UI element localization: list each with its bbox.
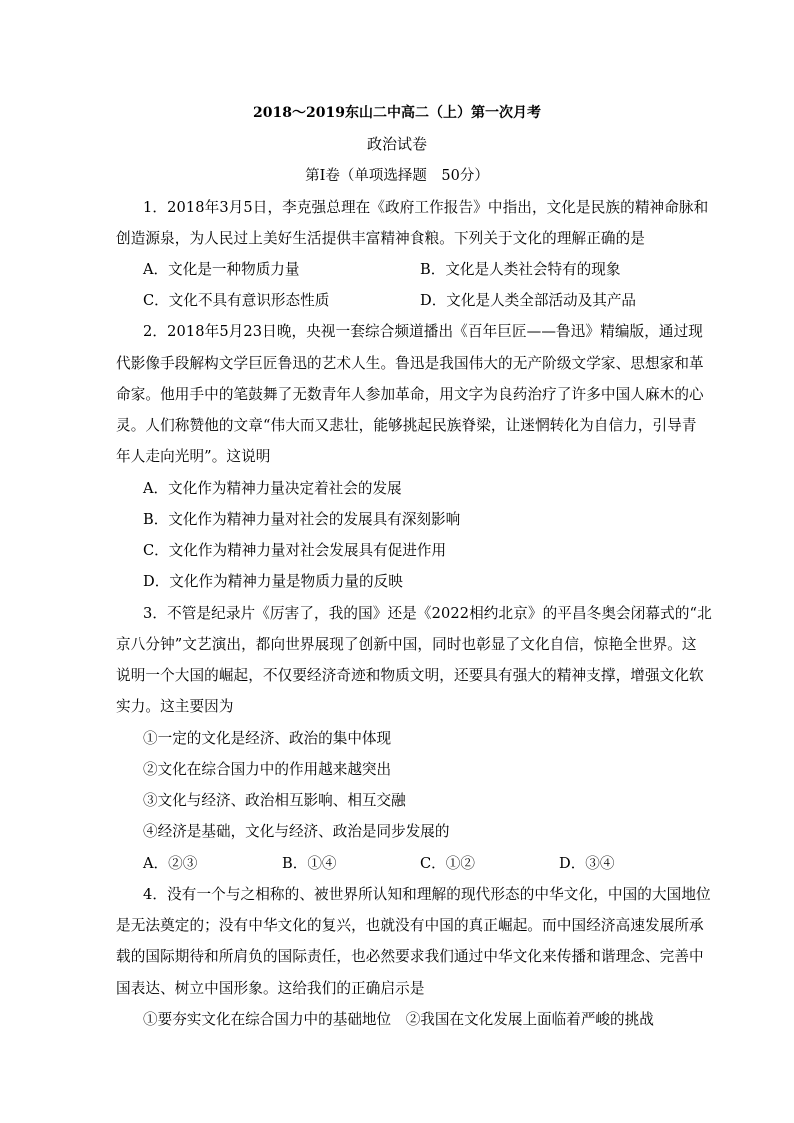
question-2-line-1: 2．2018年5月23日晚，央视一套综合频道播出《百年巨匠——鲁迅》精编版，通过现	[143, 323, 703, 340]
question-2-option-b: B．文化作为精神力量对社会的发展具有深刻影响	[143, 511, 461, 528]
question-4-line-2: 是无法奠定的；没有中华文化的复兴，也就没有中国的真正崛起。而中国经济高速发展所承	[116, 917, 704, 934]
question-3-line-3: 说明一个大国的崛起，不仅要经济奇迹和物质文明，还要具有强大的精神支撑，增强文化软	[116, 667, 704, 684]
question-3-statement-1: ①一定的文化是经济、政治的集中体现	[143, 730, 392, 747]
question-2-option-c: C．文化作为精神力量对社会发展具有促进作用	[143, 542, 447, 559]
question-4-statement-1-2: ①要夯实文化在综合国力中的基础地位 ②我国在文化发展上面临着严峻的挑战	[143, 1011, 654, 1028]
question-3-line-4: 实力。这主要因为	[116, 698, 234, 715]
question-2-line-4: 灵。人们称赞他的文章“伟大而又悲壮，能够挑起民族脊梁，让迷惘转化为自信力，引导青	[116, 417, 697, 434]
question-4-line-1: 4．没有一个与之相称的、被世界所认知和理解的现代形态的中华文化，中国的大国地位	[143, 886, 711, 903]
question-2-line-3: 命家。他用手中的笔鼓舞了无数青年人参加革命，用文字为良药治疗了许多中国人麻木的心	[116, 386, 704, 403]
question-2-line-5: 年人走向光明”。这说明	[116, 448, 271, 465]
question-2-option-d: D．文化作为精神力量是物质力量的反映	[143, 573, 403, 590]
question-3-option-d: D．③④	[559, 855, 615, 872]
section-heading: 第Ⅰ卷（单项选择题 50分）	[305, 168, 489, 184]
question-3-option-b: B．①④	[282, 855, 337, 872]
question-1-option-d: D．文化是人类全部活动及其产品	[420, 292, 637, 309]
question-2-line-2: 代影像手段解构文学巨匠鲁迅的艺术人生。鲁迅是我国伟大的无产阶级文学家、思想家和革	[116, 355, 704, 372]
question-3-line-2: 京八分钟”文艺演出，都向世界展现了创新中国，同时也彰显了文化自信，惊艳全世界。这	[116, 636, 697, 653]
question-1-line-2: 创造源泉，为人民过上美好生活提供丰富精神食粮。下列关于文化的理解正确的是	[116, 230, 645, 247]
question-4-line-3: 载的国际期待和所肩负的国际责任，也必然要求我们通过中华文化来传播和谐理念、完善中	[116, 948, 704, 965]
question-1-option-a: A．文化是一种物质力量	[143, 261, 300, 278]
question-3-statement-2: ②文化在综合国力中的作用越来越突出	[143, 761, 392, 778]
question-3-statement-4: ④经济是基础，文化与经济、政治是同步发展的	[143, 823, 450, 840]
exam-title: 2018～2019东山二中高二（上）第一次月考	[253, 105, 541, 121]
question-1-option-c: C．文化不具有意识形态性质	[143, 292, 330, 309]
question-3-statement-3: ③文化与经济、政治相互影响、相互交融	[143, 792, 406, 809]
question-2-option-a: A．文化作为精神力量决定着社会的发展	[143, 480, 402, 497]
question-3-line-1: 3．不管是纪录片《厉害了，我的国》还是《2022相约北京》的平昌冬奥会闭幕式的“北	[143, 605, 712, 622]
question-3-option-a: A．②③	[143, 855, 198, 872]
question-4-line-4: 国表达、树立中国形象。这给我们的正确启示是	[116, 980, 425, 997]
question-3-option-c: C．①②	[420, 855, 475, 872]
question-1-line-1: 1．2018年3月5日，李克强总理在《政府工作报告》中指出，文化是民族的精神命脉和	[143, 199, 709, 216]
exam-subject: 政治试卷	[366, 135, 427, 153]
question-1-option-b: B．文化是人类社会特有的现象	[420, 261, 621, 278]
